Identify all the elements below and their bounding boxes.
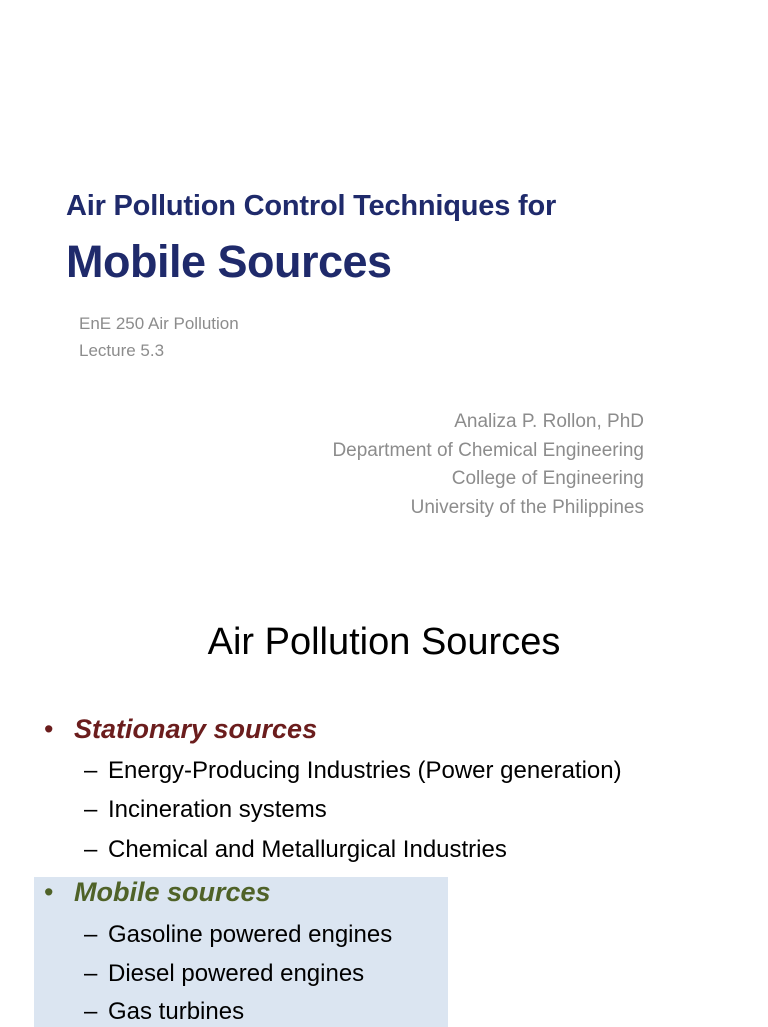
college-name: College of Engineering <box>451 468 644 489</box>
course-info <box>79 310 239 364</box>
bullet-icon: • <box>44 877 54 907</box>
bullet-label: Stationary sources <box>74 714 318 744</box>
bullet-mobile-sources <box>44 877 271 908</box>
list-item: – Incineration systems <box>84 796 327 823</box>
dash-icon: – <box>84 960 98 987</box>
dash-icon: – <box>84 757 98 784</box>
dash-icon: – <box>84 836 98 863</box>
bullet-stationary-sources <box>44 714 317 745</box>
slide-title-line-1: Air Pollution Control Techniques for <box>66 190 557 222</box>
dash-icon: – <box>84 998 98 1025</box>
author-info <box>332 408 644 522</box>
dash-icon: – <box>84 921 98 948</box>
list-item: – Chemical and Metallurgical Industries <box>84 836 507 863</box>
department-name: Department of Chemical Engineering <box>332 439 644 461</box>
bullet-label: Mobile sources <box>74 877 271 907</box>
list-item: – Diesel powered engines <box>84 960 365 987</box>
lecture-number: Lecture 5.3 <box>79 341 165 360</box>
slide-title: Air Pollution Sources <box>207 621 561 663</box>
list-item: – Gasoline powered engines <box>84 921 393 948</box>
dash-icon: – <box>84 796 98 823</box>
author-name: Analiza P. Rollon, PhD <box>454 411 644 432</box>
university-name: University of the Philippines <box>410 496 644 518</box>
list-item: – Gas turbines <box>84 998 245 1025</box>
bullet-icon: • <box>44 714 54 744</box>
slide-title-line-2: Mobile Sources <box>66 236 392 287</box>
course-name: EnE 250 Air Pollution <box>79 314 239 333</box>
list-item: – Energy-Producing Industries (Power generation) <box>84 757 622 784</box>
sources-slide <box>0 578 768 1024</box>
